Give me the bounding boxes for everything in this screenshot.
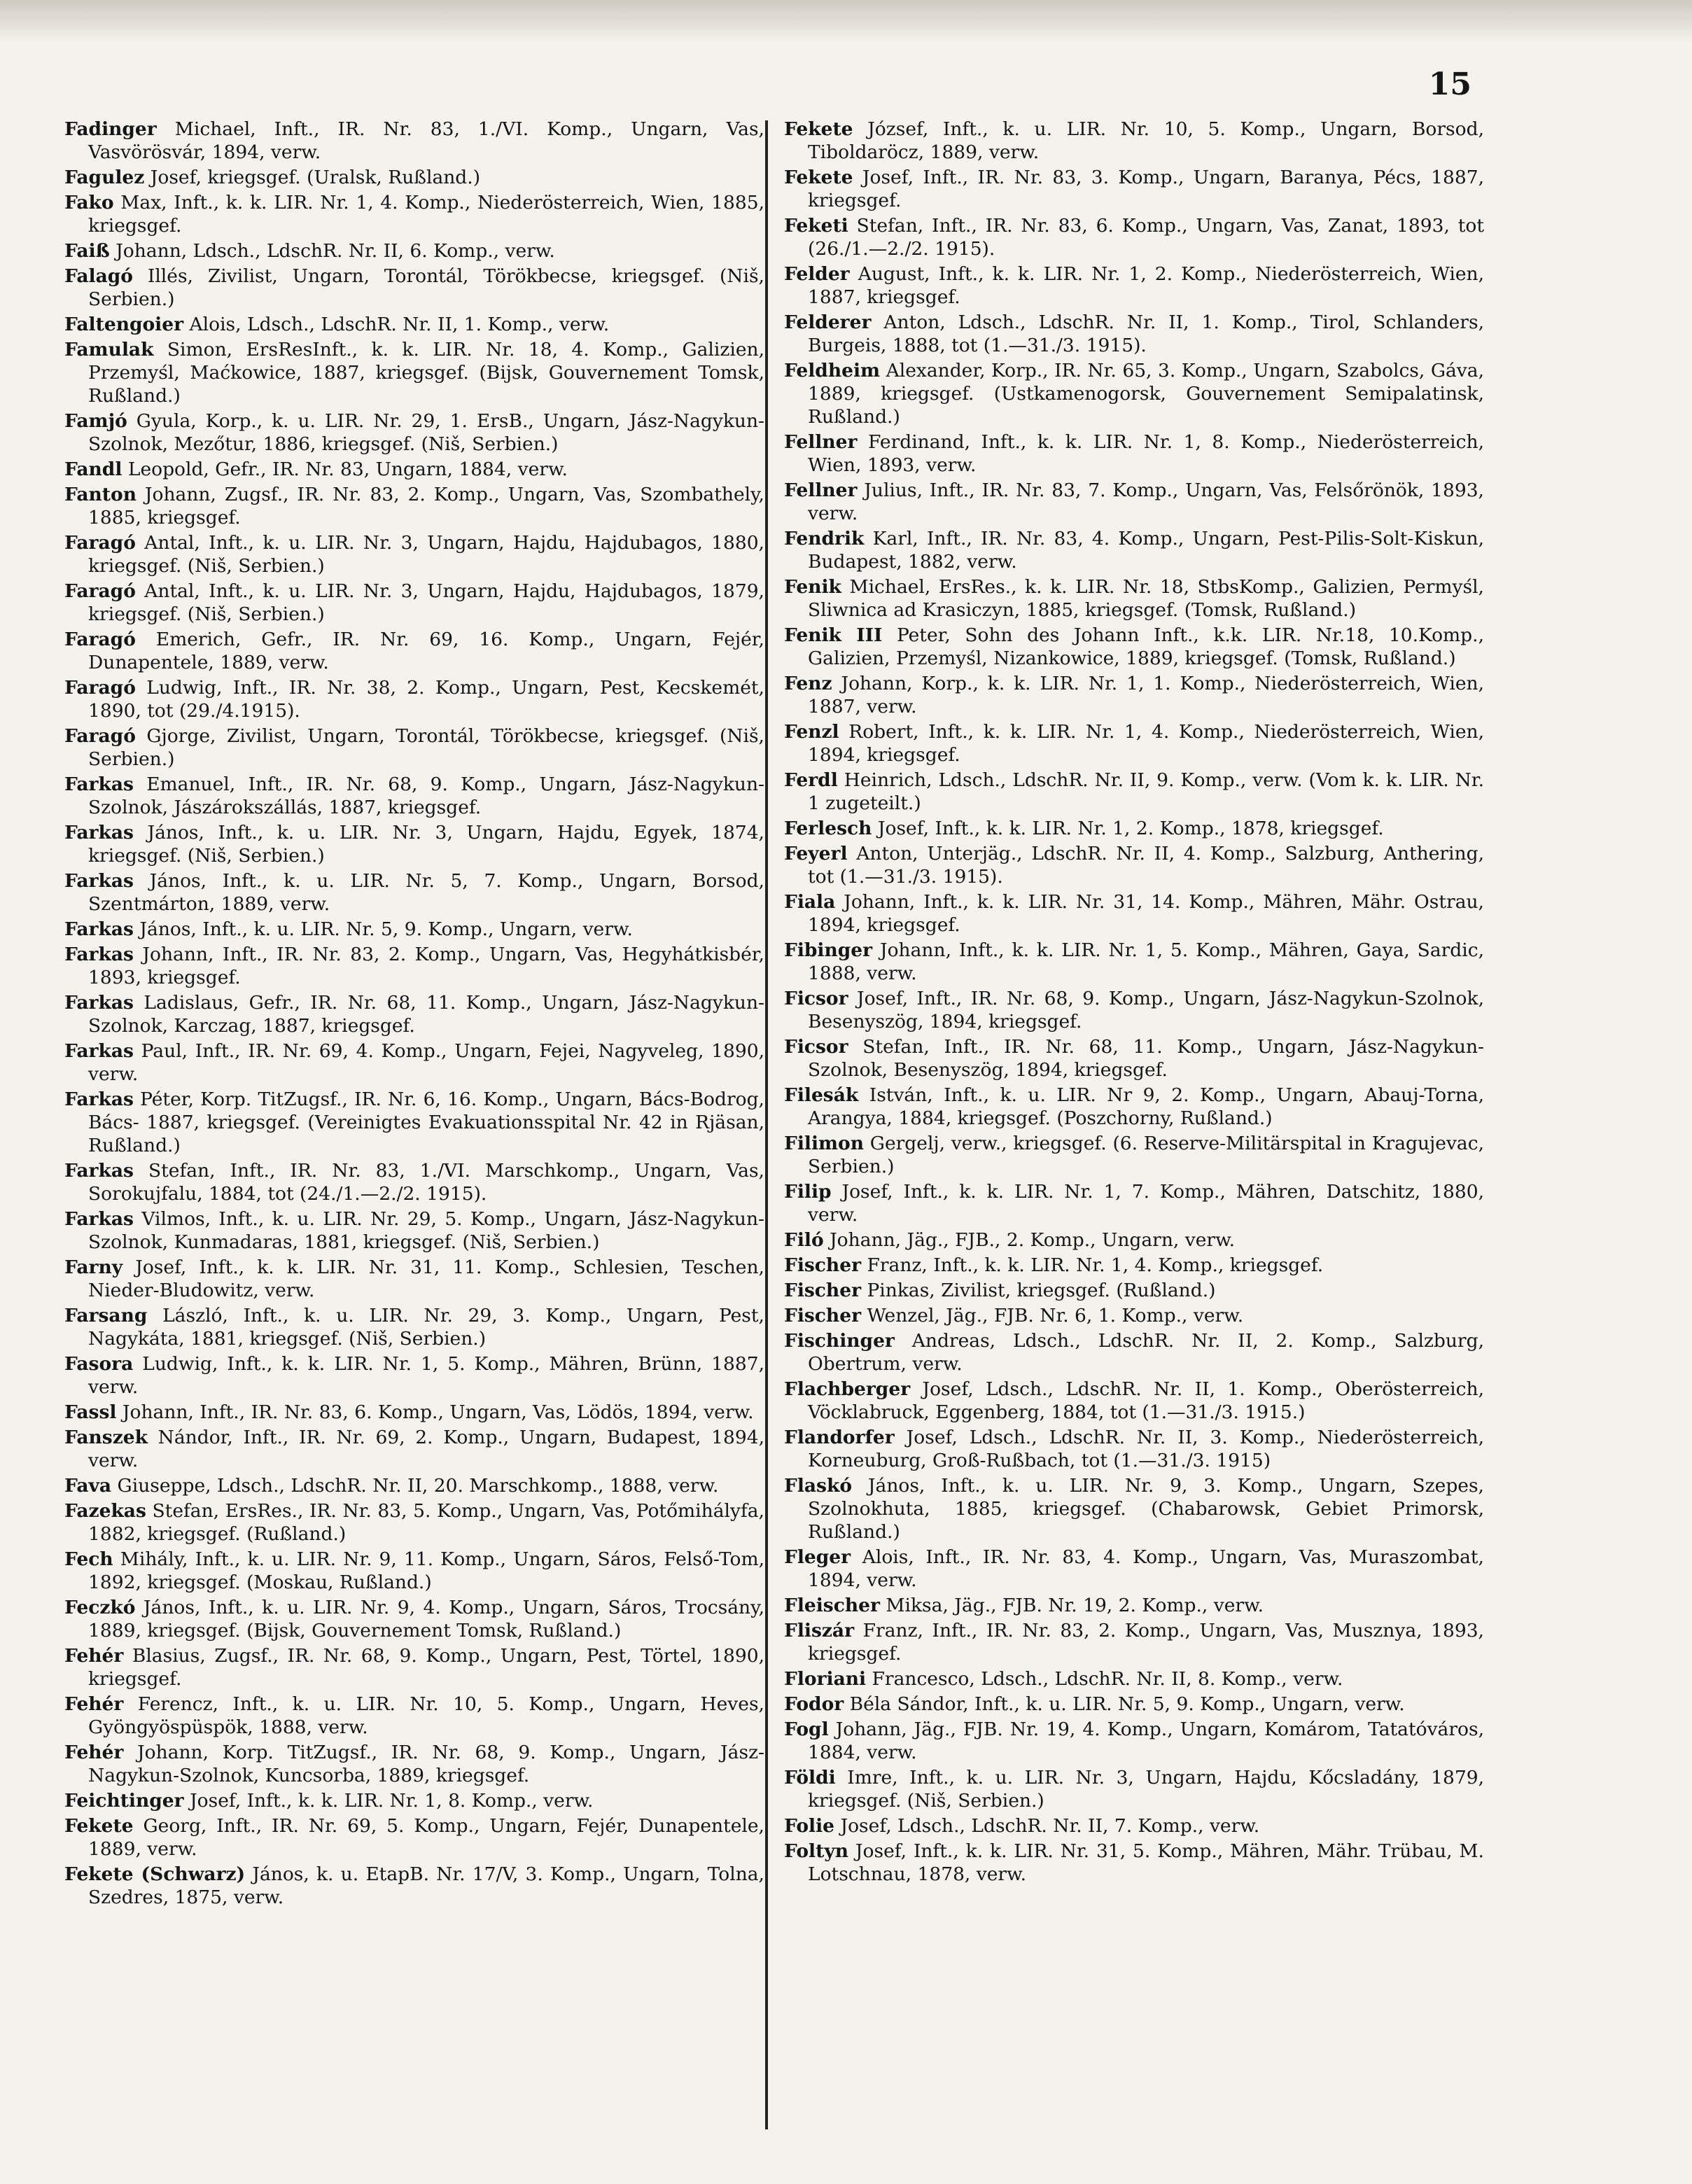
entry-surname: Fehér <box>64 1645 124 1667</box>
entry-details: Stefan, Inft., IR. Nr. 83, 6. Komp., Ungarn, Vas, Zanat, 1893, tot (26./1.—2./2. 1915). <box>808 215 1484 260</box>
register-entry <box>64 628 764 674</box>
register-entry <box>64 724 764 771</box>
entry-details: Franz, Inft., k. k. LIR. Nr. 1, 4. Komp., kriegsgef. <box>867 1254 1324 1276</box>
entry-details: Karl, Inft., IR. Nr. 83, 4. Komp., Ungarn, Pest-Pilis-Solt-Kiskun, Budapest, 1882, verw. <box>808 528 1484 573</box>
entry-surname: Farkas <box>64 822 134 844</box>
entry-details: Imre, Inft., k. u. LIR. Nr. 3, Ungarn, Hajdu, Kőcsladány, 1879, kriegsgef. (Niš, Serbien.) <box>808 1767 1484 1812</box>
entry-surname: Faragó <box>64 677 136 699</box>
register-entry <box>784 1474 1484 1544</box>
entry-details: Max, Inft., k. k. LIR. Nr. 1, 4. Komp., Niederösterreich, Wien, 1885, kriegsgef. <box>88 192 764 237</box>
entry-details: Blasius, Zugsf., IR. Nr. 68, 9. Komp., Ungarn, Pest, Törtel, 1890, kriegsgef. <box>88 1645 764 1690</box>
register-entry <box>784 1132 1484 1178</box>
register-entry <box>784 1378 1484 1424</box>
register-entry <box>784 1594 1484 1617</box>
register-entry <box>64 118 764 164</box>
register-entry <box>784 262 1484 309</box>
entry-surname: Famjó <box>64 410 127 432</box>
entry-surname: Filesák <box>784 1084 859 1106</box>
entry-details: August, Inft., k. k. LIR. Nr. 1, 2. Komp., Niederösterreich, Wien, 1887, kriegsgef. <box>808 263 1484 308</box>
entry-details: Vilmos, Inft., k. u. LIR. Nr. 29, 5. Komp., Ungarn, Jász-Nagykun-Szolnok, Kunmadaras, 1881, kriegsgef. (Niš, Serbien.) <box>88 1208 764 1253</box>
entry-surname: Feczkó <box>64 1597 136 1618</box>
register-entry <box>784 1228 1484 1252</box>
register-entry <box>64 1474 764 1497</box>
entry-details: Johann, Inft., IR. Nr. 83, 6. Komp., Ungarn, Vas, Lödös, 1894, verw. <box>122 1401 754 1423</box>
register-entry <box>784 939 1484 985</box>
entry-details: Pinkas, Zivilist, kriegsgef. (Rußland.) <box>867 1280 1216 1301</box>
entry-surname: Famulak <box>64 339 154 360</box>
register-entry <box>784 769 1484 815</box>
entry-details: Leopold, Gefr., IR. Nr. 83, Ungarn, 1884, verw. <box>127 458 568 480</box>
entry-surname: Fekete (Schwarz) <box>64 1863 246 1885</box>
entry-details: János, Inft., k. u. LIR. Nr. 9, 3. Komp., Ungarn, Szepes, Szolnokhuta, 1885, kriegsgef. (Chabarowsk, Gebiet Primorsk, Rußland.) <box>808 1475 1484 1543</box>
entry-surname: Flaskó <box>784 1475 853 1497</box>
entry-surname: Faragó <box>64 532 136 554</box>
entry-surname: Fogl <box>784 1718 829 1740</box>
entry-details: Georg, Inft., IR. Nr. 69, 5. Komp., Ungarn, Fejér, Dunapentele, 1889, verw. <box>88 1815 764 1860</box>
entry-surname: Ficsor <box>784 988 848 1009</box>
entry-details: Anton, Unterjäg., LdschR. Nr. II, 4. Komp., Salzburg, Anthering, tot (1.—31./3. 1915). <box>808 843 1484 888</box>
entry-surname: Fliszár <box>784 1620 855 1642</box>
register-entry <box>784 987 1484 1033</box>
entry-details: Giuseppe, Ldsch., LdschR. Nr. II, 20. Marschkomp., 1888, verw. <box>117 1475 719 1497</box>
register-entry <box>64 943 764 989</box>
entry-details: Mihály, Inft., k. u. LIR. Nr. 9, 11. Komp., Ungarn, Sáros, Felső-Tom, 1892, kriegsgef. (Moskau, Rußland.) <box>88 1548 764 1593</box>
entry-surname: Filó <box>784 1229 824 1251</box>
entry-details: Antal, Inft., k. u. LIR. Nr. 3, Ungarn, Hajdu, Hajdubagos, 1879, kriegsgef. (Niš, Serbien.) <box>88 580 764 625</box>
entry-details: Johann, Inft., k. k. LIR. Nr. 1, 5. Komp., Mähren, Gaya, Sardic, 1888, verw. <box>808 939 1484 984</box>
entry-surname: Fenzl <box>784 721 839 743</box>
entry-details: Heinrich, Ldsch., LdschR. Nr. II, 9. Komp., verw. (Vom k. k. LIR. Nr. 1 zugeteilt.) <box>808 769 1484 814</box>
register-entry <box>784 1279 1484 1302</box>
entry-surname: Ferlesch <box>784 818 872 839</box>
entry-surname: Feketi <box>784 215 848 237</box>
entry-surname: Fekete <box>64 1815 134 1837</box>
entry-surname: Fellner <box>784 431 858 453</box>
entry-details: Julius, Inft., IR. Nr. 83, 7. Komp., Ungarn, Vas, Felsőrönök, 1893, verw. <box>808 479 1484 524</box>
entry-surname: Fekete <box>784 167 853 188</box>
entry-surname: Farkas <box>64 1160 134 1182</box>
register-entry <box>64 1256 764 1302</box>
register-entry <box>784 1619 1484 1665</box>
register-entry <box>64 821 764 867</box>
register-entry <box>64 191 764 237</box>
entry-details: Michael, Inft., IR. Nr. 83, 1./VI. Komp., Ungarn, Vas, Vasvörösvár, 1894, verw. <box>88 118 764 163</box>
entry-surname: Folie <box>784 1815 835 1837</box>
entry-surname: Flandorfer <box>784 1427 895 1448</box>
entry-details: László, Inft., k. u. LIR. Nr. 29, 3. Komp., Ungarn, Pest, Nagykáta, 1881, kriegsgef. (Niš, Serbien.) <box>88 1305 764 1350</box>
entry-surname: Foltyn <box>784 1840 849 1862</box>
entry-surname: Faragó <box>64 580 136 602</box>
right-column <box>784 118 1484 2134</box>
entry-details: Johann, Inft., k. k. LIR. Nr. 31, 14. Komp., Mähren, Mähr. Ostrau, 1894, kriegsgef. <box>808 891 1484 936</box>
entry-details: Ferencz, Inft., k. u. LIR. Nr. 10, 5. Komp., Ungarn, Heves, Gyöngyöspüspök, 1888, verw. <box>88 1693 764 1738</box>
register-entry <box>64 1208 764 1254</box>
entry-surname: Farkas <box>64 774 134 795</box>
entry-surname: Flachberger <box>784 1378 911 1400</box>
entry-details: Josef, Ldsch., LdschR. Nr. II, 7. Komp., verw. <box>840 1815 1260 1837</box>
register-entry <box>784 1693 1484 1716</box>
register-entry <box>784 118 1484 164</box>
entry-details: Béla Sándor, Inft., k. u. LIR. Nr. 5, 9. Komp., Ungarn, verw. <box>849 1693 1405 1715</box>
entry-details: Francesco, Ldsch., LdschR. Nr. II, 8. Komp., verw. <box>872 1668 1343 1690</box>
entry-details: Simon, ErsResInft., k. k. LIR. Nr. 18, 4. Komp., Galizien, Przemyśl, Maćkowice, 1887, kriegsgef. (Bijsk, Gouvernement Tomsk, Rußland.) <box>88 339 764 407</box>
register-entry <box>784 1667 1484 1690</box>
entry-details: Josef, Inft., k. k. LIR. Nr. 31, 5. Komp., Mähren, Mähr. Trübau, M. Lotschnau, 1878, verw. <box>808 1840 1484 1885</box>
entry-surname: Fodor <box>784 1693 844 1715</box>
register-entry <box>64 1814 764 1861</box>
entry-details: Andreas, Ldsch., LdschR. Nr. II, 2. Komp., Salzburg, Obertrum, verw. <box>808 1330 1484 1375</box>
register-entry <box>64 1304 764 1350</box>
entry-details: Emanuel, Inft., IR. Nr. 68, 9. Komp., Ungarn, Jász-Nagykun-Szolnok, Jászárokszállás, 1887, kriegsgef. <box>88 774 764 818</box>
entry-surname: Fagulez <box>64 167 145 188</box>
entry-details: Wenzel, Jäg., FJB. Nr. 6, 1. Komp., verw. <box>867 1305 1244 1326</box>
entry-surname: Farkas <box>64 944 134 965</box>
register-entry <box>64 531 764 578</box>
entry-surname: Fassl <box>64 1401 117 1423</box>
entry-surname: Farkas <box>64 1040 134 1062</box>
register-entry <box>784 672 1484 718</box>
register-entry <box>784 817 1484 840</box>
entry-details: Josef, kriegsgef. (Uralsk, Rußland.) <box>150 167 481 188</box>
entry-surname: Fenik <box>784 576 841 598</box>
entry-details: Johann, Zugsf., IR. Nr. 83, 2. Komp., Ungarn, Vas, Szombathely, 1885, kriegsgef. <box>88 484 764 528</box>
register-entry <box>64 869 764 916</box>
entry-details: Stefan, Inft., IR. Nr. 68, 11. Komp., Ungarn, Jász-Nagykun-Szolnok, Besenyszög, 1894, kriegsgef. <box>808 1036 1484 1081</box>
register-entry <box>64 1352 764 1399</box>
entry-details: Johann, Jäg., FJB. Nr. 19, 4. Komp., Ungarn, Komárom, Tatatóváros, 1884, verw. <box>808 1718 1484 1763</box>
entry-details: Stefan, ErsRes., IR. Nr. 83, 5. Komp., Ungarn, Vas, Potőmihályfa, 1882, kriegsgef. (Rußland.) <box>88 1500 764 1545</box>
register-entry <box>64 1596 764 1642</box>
register-entry <box>64 1159 764 1205</box>
entry-details: Josef, Inft., IR. Nr. 83, 3. Komp., Ungarn, Baranya, Pécs, 1887, kriegsgef. <box>808 167 1484 211</box>
entry-surname: Farny <box>64 1256 123 1278</box>
entry-surname: Fischinger <box>784 1330 895 1352</box>
register-entry <box>784 479 1484 525</box>
entry-surname: Fadinger <box>64 118 157 140</box>
entry-details: János, Inft., k. u. LIR. Nr. 3, Ungarn, Hajdu, Egyek, 1874, kriegsgef. (Niš, Serbien.) <box>88 822 764 867</box>
register-entry <box>784 624 1484 670</box>
register-entry <box>64 676 764 722</box>
register-entry <box>784 1814 1484 1837</box>
register-entry <box>784 1766 1484 1812</box>
entry-surname: Faragó <box>64 629 136 650</box>
entry-details: Peter, Sohn des Johann Inft., k.k. LIR. Nr.18, 10.Komp., Galizien, Przemyśl, Nizankowice, 1889, kriegsgef. (Tomsk, Rußland.) <box>808 624 1484 669</box>
entry-surname: Fischer <box>784 1305 862 1326</box>
entry-surname: Fako <box>64 192 114 214</box>
register-entry <box>784 1084 1484 1130</box>
entry-details: János, Inft., k. u. LIR. Nr. 5, 7. Komp., Ungarn, Borsod, Szentmárton, 1889, verw. <box>88 870 764 915</box>
register-entry <box>784 166 1484 212</box>
entry-details: Illés, Zivilist, Ungarn, Torontál, Törökbecse, kriegsgef. (Niš, Serbien.) <box>88 265 764 310</box>
entry-surname: Fekete <box>784 118 853 140</box>
page-number: 15 <box>1428 66 1471 102</box>
entry-surname: Fibinger <box>784 939 873 961</box>
register-entry <box>784 527 1484 573</box>
entry-surname: Fenik III <box>784 624 883 646</box>
entry-details: Gyula, Korp., k. u. LIR. Nr. 29, 1. ErsB., Ungarn, Jász-Nagykun-Szolnok, Mezőtur, 1886, kriegsgef. (Niš, Serbien.) <box>88 410 764 455</box>
entry-surname: Filimon <box>784 1133 864 1154</box>
entry-details: Alexander, Korp., IR. Nr. 65, 3. Komp., Ungarn, Szabolcs, Gáva, 1889, kriegsgef. (Ustkamenogorsk, Gouvernement Semipalatinsk, Rußland.) <box>808 360 1484 428</box>
entry-surname: Fiala <box>784 891 836 913</box>
register-entry <box>64 1863 764 1909</box>
entry-details: József, Inft., k. u. LIR. Nr. 10, 5. Komp., Ungarn, Borsod, Tiboldaröcz, 1889, verw. <box>808 118 1484 163</box>
register-entry <box>784 1329 1484 1376</box>
entry-surname: Farsang <box>64 1305 148 1326</box>
register-entry <box>784 359 1484 428</box>
entry-details: Josef, Inft., k. k. LIR. Nr. 31, 11. Komp., Schlesien, Teschen, Nieder-Bludowitz, verw. <box>88 1256 764 1301</box>
entry-surname: Fehér <box>64 1742 124 1763</box>
entry-details: Anton, Ldsch., LdschR. Nr. II, 1. Komp., Tirol, Schlanders, Burgeis, 1888, tot (1.—31./3. 1915). <box>808 312 1484 356</box>
entry-surname: Feldheim <box>784 360 881 382</box>
entry-surname: Fehér <box>64 1693 124 1715</box>
register-entry <box>64 918 764 941</box>
entry-details: Johann, Inft., IR. Nr. 83, 2. Komp., Ungarn, Vas, Hegyhátkisbér, 1893, kriegsgef. <box>88 944 764 988</box>
entry-surname: Filip <box>784 1181 832 1203</box>
entry-surname: Fischer <box>784 1254 862 1276</box>
register-entry <box>64 1088 764 1157</box>
entry-details: Nándor, Inft., IR. Nr. 69, 2. Komp., Ungarn, Budapest, 1894, verw. <box>88 1427 764 1471</box>
register-entry <box>64 338 764 407</box>
entry-surname: Farkas <box>64 870 134 892</box>
register-entry <box>784 575 1484 622</box>
register-entry <box>64 1426 764 1472</box>
entry-details: Ferdinand, Inft., k. k. LIR. Nr. 1, 8. Komp., Niederösterreich, Wien, 1893, verw. <box>808 431 1484 476</box>
entry-surname: Fava <box>64 1475 112 1497</box>
entry-details: Johann, Korp., k. k. LIR. Nr. 1, 1. Komp., Niederösterreich, Wien, 1887, verw. <box>808 673 1484 718</box>
column-divider <box>765 120 768 2129</box>
entry-details: Miksa, Jäg., FJB. Nr. 19, 2. Komp., verw. <box>886 1595 1264 1616</box>
entry-details: Antal, Inft., k. u. LIR. Nr. 3, Ungarn, Hajdu, Hajdubagos, 1880, kriegsgef. (Niš, Serbien.) <box>88 532 764 577</box>
register-entry <box>784 1546 1484 1592</box>
register-entry <box>64 1644 764 1690</box>
register-entry <box>64 1040 764 1086</box>
entry-details: Johann, Jäg., FJB., 2. Komp., Ungarn, verw. <box>830 1229 1236 1251</box>
entry-surname: Felderer <box>784 312 872 333</box>
entry-details: Stefan, Inft., IR. Nr. 83, 1./VI. Marschkomp., Ungarn, Vas, Sorokujfalu, 1884, tot (24./1.—2./2. 1915). <box>88 1160 764 1205</box>
entry-details: Johann, Korp. TitZugsf., IR. Nr. 68, 9. Komp., Ungarn, Jász-Nagykun-Szolnok, Kuncsorba, 1889, kriegsgef. <box>88 1742 764 1786</box>
entry-details: Ludwig, Inft., k. k. LIR. Nr. 1, 5. Komp., Mähren, Brünn, 1887, verw. <box>88 1353 764 1398</box>
entry-surname: Fischer <box>784 1280 862 1301</box>
entry-surname: Farkas <box>64 1208 134 1230</box>
entry-surname: Faragó <box>64 725 136 747</box>
register-entry <box>64 1548 764 1594</box>
entry-details: Franz, Inft., IR. Nr. 83, 2. Komp., Ungarn, Vas, Musznya, 1893, kriegsgef. <box>808 1620 1484 1665</box>
register-entry <box>64 1693 764 1739</box>
register-entry <box>784 1426 1484 1472</box>
register-entry <box>784 1035 1484 1082</box>
register-entry <box>64 483 764 529</box>
entry-surname: Ferdl <box>784 769 838 791</box>
entry-details: János, Inft., k. u. LIR. Nr. 5, 9. Komp., Ungarn, verw. <box>139 918 633 940</box>
register-entry <box>784 720 1484 766</box>
entry-details: Josef, Ldsch., LdschR. Nr. II, 3. Komp., Niederösterreich, Korneuburg, Groß-Rußbach, tot (1.—31./3. 1915) <box>808 1427 1484 1471</box>
entry-details: István, Inft., k. u. LIR. Nr 9, 2. Komp., Ungarn, Abauj-Torna, Arangya, 1884, kriegsgef. (Poszchorny, Rußland.) <box>808 1084 1484 1129</box>
entry-surname: Falagó <box>64 265 133 287</box>
register-entry <box>784 311 1484 357</box>
entry-details: János, Inft., k. u. LIR. Nr. 9, 4. Komp., Ungarn, Sáros, Trocsány, 1889, kriegsgef. (Bijsk, Gouvernement Tomsk, Rußland.) <box>88 1597 764 1642</box>
entry-surname: Fanton <box>64 484 137 505</box>
entry-surname: Földi <box>784 1767 836 1788</box>
entry-details: Ludwig, Inft., IR. Nr. 38, 2. Komp., Ungarn, Pest, Kecskemét, 1890, tot (29./4.1915). <box>88 677 764 722</box>
entry-details: Gjorge, Zivilist, Ungarn, Torontál, Törökbecse, kriegsgef. (Niš, Serbien.) <box>88 725 764 770</box>
entry-surname: Faltengoier <box>64 314 184 335</box>
register-entry <box>64 580 764 626</box>
entry-surname: Fech <box>64 1548 113 1570</box>
register-entry <box>784 1718 1484 1764</box>
entry-details: Josef, Inft., k. k. LIR. Nr. 1, 7. Komp., Mähren, Datschitz, 1880, verw. <box>808 1181 1484 1226</box>
entry-details: Johann, Ldsch., LdschR. Nr. II, 6. Komp., verw. <box>116 240 555 262</box>
register-entry <box>64 166 764 189</box>
entry-surname: Fazekas <box>64 1500 146 1522</box>
entry-surname: Fleger <box>784 1546 851 1568</box>
entry-surname: Feyerl <box>784 843 848 864</box>
register-entry <box>64 1401 764 1424</box>
entry-surname: Fellner <box>784 479 858 501</box>
entry-details: Ladislaus, Gefr., IR. Nr. 68, 11. Komp., Ungarn, Jász-Nagykun-Szolnok, Karczag, 1887, kriegsgef. <box>88 992 764 1037</box>
entry-details: Josef, Ldsch., LdschR. Nr. II, 1. Komp., Oberösterreich, Vöcklabruck, Eggenberg, 1884, tot (1.—31./3. 1915.) <box>808 1378 1484 1423</box>
entry-surname: Floriani <box>784 1668 867 1690</box>
register-entry <box>64 410 764 456</box>
entry-details: Alois, Ldsch., LdschR. Nr. II, 1. Komp., verw. <box>189 314 610 335</box>
entry-surname: Farkas <box>64 1088 134 1110</box>
register-entry <box>64 773 764 819</box>
register-entry <box>784 1840 1484 1886</box>
entry-surname: Feichtinger <box>64 1790 184 1812</box>
register-entry <box>64 265 764 311</box>
entry-surname: Felder <box>784 263 850 285</box>
entry-surname: Fleischer <box>784 1595 880 1616</box>
entry-details: Péter, Korp. TitZugsf., IR. Nr. 6, 16. Komp., Ungarn, Bács-Bodrog, Bács- 1887, kriegsgef. (Vereinigtes Evakuationsspital Nr. 42 in Rjäsan, Rußland.) <box>88 1088 764 1156</box>
register-entry <box>784 214 1484 260</box>
entry-surname: Fandl <box>64 458 123 480</box>
entry-details: Robert, Inft., k. k. LIR. Nr. 1, 4. Komp., Niederösterreich, Wien, 1894, kriegsgef. <box>808 721 1484 766</box>
entry-details: Gergelj, verw., kriegsgef. (6. Reserve-Militärspital in Kragujevac, Serbien.) <box>808 1133 1484 1177</box>
register-entry <box>64 458 764 481</box>
entry-surname: Fenz <box>784 673 832 694</box>
register-entry <box>64 991 764 1037</box>
register-entry <box>784 430 1484 477</box>
left-column <box>64 118 764 2134</box>
entry-details: Michael, ErsRes., k. k. LIR. Nr. 18, StbsKomp., Galizien, Permyśl, Sliwnica ad Krasiczyn, 1885, kriegsgef. (Tomsk, Rußland.) <box>808 576 1484 621</box>
register-entry <box>784 1254 1484 1277</box>
entry-details: Josef, Inft., k. k. LIR. Nr. 1, 2. Komp., 1878, kriegsgef. <box>877 818 1384 839</box>
entry-surname: Faiß <box>64 240 110 262</box>
entry-surname: Fasora <box>64 1353 134 1375</box>
entry-surname: Fanszek <box>64 1427 148 1448</box>
entry-surname: Farkas <box>64 918 134 940</box>
register-entry <box>784 1180 1484 1226</box>
entry-details: Alois, Inft., IR. Nr. 83, 4. Komp., Ungarn, Vas, Muraszombat, 1894, verw. <box>808 1546 1484 1591</box>
entry-details: Paul, Inft., IR. Nr. 69, 4. Komp., Ungarn, Fejei, Nagyveleg, 1890, verw. <box>88 1040 764 1085</box>
entry-details: Josef, Inft., IR. Nr. 68, 9. Komp., Ungarn, Jász-Nagykun-Szolnok, Besenyszög, 1894, kriegsgef. <box>808 988 1484 1032</box>
entry-surname: Fendrik <box>784 528 865 550</box>
entry-surname: Ficsor <box>784 1036 848 1058</box>
register-entry <box>64 1499 764 1546</box>
entry-details: Emerich, Gefr., IR. Nr. 69, 16. Komp., Ungarn, Fejér, Dunapentele, 1889, verw. <box>88 629 764 673</box>
register-entry <box>784 1304 1484 1327</box>
register-entry <box>64 1741 764 1787</box>
entry-details: Josef, Inft., k. k. LIR. Nr. 1, 8. Komp., verw. <box>190 1790 594 1812</box>
register-entry <box>784 842 1484 888</box>
entry-details: János, k. u. EtapB. Nr. 17/V, 3. Komp., Ungarn, Tolna, Szedres, 1875, verw. <box>88 1863 764 1908</box>
register-entry <box>64 1789 764 1812</box>
register-entry <box>784 890 1484 937</box>
entry-surname: Farkas <box>64 992 134 1014</box>
register-entry <box>64 313 764 336</box>
register-entry <box>64 239 764 262</box>
page-edge-shadow <box>0 0 1692 42</box>
